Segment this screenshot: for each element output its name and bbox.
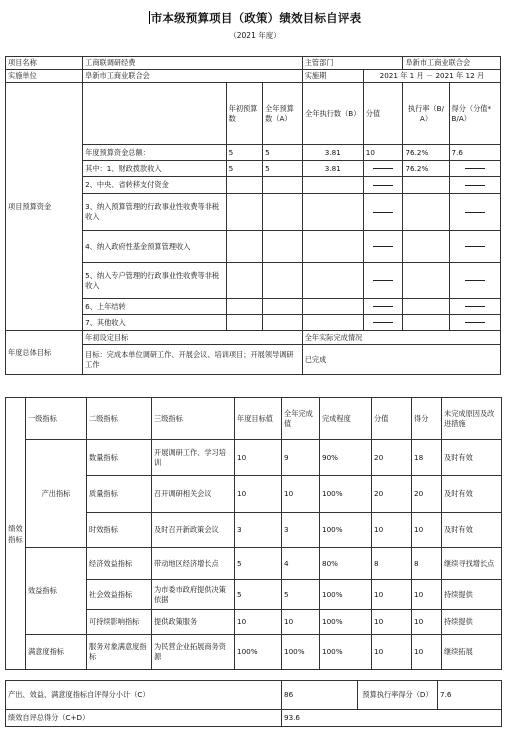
cell-actual: 3 <box>282 513 320 548</box>
cell-score: 18 <box>412 440 442 476</box>
cell-remark: 持续提供 <box>442 610 502 635</box>
cell-empty <box>263 177 303 194</box>
level1-benefit: 效益指标 <box>26 548 87 635</box>
cell-dash <box>449 161 501 177</box>
cell-degree: 100% <box>320 635 372 670</box>
department-value: 阜新市工商业联合会 <box>403 57 501 70</box>
cell-empty <box>403 194 449 231</box>
department-label: 主管部门 <box>302 57 403 70</box>
cell-empty <box>302 194 363 231</box>
cell-empty <box>263 299 303 315</box>
cell-empty <box>302 315 363 331</box>
header-remark: 未完成原因及改进措施 <box>442 398 502 440</box>
cell-weight: 20 <box>372 476 412 513</box>
cell-level3: 提供政策服务 <box>152 610 235 635</box>
cell-target: 100% <box>235 635 282 670</box>
dash-mark <box>373 322 393 323</box>
cell-annual: 5 <box>263 161 303 177</box>
header-level3: 三级指标 <box>152 398 235 440</box>
dash-mark <box>465 168 485 169</box>
total-label: 绩效自评总得分（C+D） <box>6 710 282 727</box>
level1-output: 产出指标 <box>26 440 87 548</box>
dash-mark <box>373 246 393 247</box>
cell-empty <box>302 177 363 194</box>
cell-dash <box>449 263 501 299</box>
cell-remark: 继续拓展 <box>442 635 502 670</box>
cell-actual: 4 <box>282 548 320 580</box>
project-name-value: 工商联调研经费 <box>83 57 303 70</box>
cell-empty <box>226 231 262 263</box>
cell-level3: 召开调研相关会议 <box>152 476 235 513</box>
cell-level3: 及时召开新政策会议 <box>152 513 235 548</box>
cell-level2: 时效指标 <box>87 513 152 548</box>
cell-empty <box>302 299 363 315</box>
cell-dash <box>363 194 403 231</box>
cell-level2: 数量指标 <box>87 440 152 476</box>
cell-empty <box>302 231 363 263</box>
cell-dash <box>363 263 403 299</box>
cell-score: 10 <box>412 513 442 548</box>
cell-remark: 及时有效 <box>442 513 502 548</box>
level1-satisfaction: 满意度指标 <box>26 635 87 670</box>
header-level2: 二级指标 <box>87 398 152 440</box>
cell-dash <box>449 231 501 263</box>
cell-remark: 继续寻找增长点 <box>442 548 502 580</box>
cell-level2: 质量指标 <box>87 476 152 513</box>
cell-target: 5 <box>235 548 282 580</box>
project-name-label: 项目名称 <box>6 57 83 70</box>
cell-weight: 10 <box>372 580 412 610</box>
year-subtitle: （2021 年度） <box>229 31 281 40</box>
header-weight: 分值 <box>372 398 412 440</box>
header-level1: 一级指标 <box>26 398 87 440</box>
cell-annual: 5 <box>263 145 303 161</box>
cell-weight: 10 <box>372 635 412 670</box>
indicator-table <box>5 397 502 670</box>
cell-weight: 10 <box>372 513 412 548</box>
cell-empty <box>263 263 303 299</box>
performance-side-label: 绩效指标 <box>6 398 26 670</box>
actual-result-text: 已完成 <box>302 345 500 375</box>
cell-executed: 3.81 <box>302 145 363 161</box>
dash-mark <box>465 306 485 307</box>
row-label: 年度预算资金总额： <box>83 145 227 161</box>
cell-dash <box>363 315 403 331</box>
summary-table <box>5 680 502 727</box>
unit-label: 实施单位 <box>6 70 83 83</box>
cell-empty <box>226 315 262 331</box>
header-target: 年度目标值 <box>235 398 282 440</box>
cell-level2: 经济效益指标 <box>87 548 152 580</box>
cell-actual: 9 <box>282 440 320 476</box>
cell-dash <box>449 315 501 331</box>
cell-empty <box>403 263 449 299</box>
cell-target: 5 <box>235 580 282 610</box>
cell-level3: 开展调研工作、学习培训 <box>152 440 235 476</box>
cell-actual: 10 <box>282 610 320 635</box>
table-row <box>6 548 502 580</box>
dash-mark <box>373 306 393 307</box>
cell-level3: 带动地区经济增长点 <box>152 548 235 580</box>
dash-mark <box>373 185 393 186</box>
subtotal-value: 86 <box>282 681 358 710</box>
cell-degree: 100% <box>320 513 372 548</box>
cell-dash <box>449 299 501 315</box>
cell-rate: 76.2% <box>403 161 449 177</box>
text-cursor <box>149 11 150 24</box>
header-initial: 年初预算数 <box>226 83 262 145</box>
cell-empty <box>226 299 262 315</box>
cell-empty <box>226 177 262 194</box>
cell-dash <box>449 177 501 194</box>
cell-weight: 8 <box>372 548 412 580</box>
page-title <box>0 10 510 26</box>
cell-empty <box>226 263 262 299</box>
dash-mark <box>465 322 485 323</box>
table-row <box>6 635 502 670</box>
annual-goal-label: 年度总体目标 <box>6 331 83 375</box>
period-label: 实施期 <box>302 70 363 83</box>
plan-goal-header: 年初设定目标 <box>83 331 303 345</box>
cell-empty <box>263 315 303 331</box>
cell-degree: 80% <box>320 548 372 580</box>
cell-actual: 5 <box>282 580 320 610</box>
header-rate: 执行率（B/A） <box>403 83 449 145</box>
dash-mark <box>465 212 485 213</box>
row-label: 4、纳入政府性基金预算管理收入 <box>83 231 227 263</box>
cell-empty <box>403 231 449 263</box>
cell-score: 10 <box>412 610 442 635</box>
budget-header-blank <box>83 83 227 145</box>
header-weight: 分值 <box>363 83 403 145</box>
cell-actual: 10 <box>282 476 320 513</box>
row-label: 7、其他收入 <box>83 315 227 331</box>
cell-remark: 及时有效 <box>442 440 502 476</box>
dash-mark <box>373 212 393 213</box>
cell-initial: 5 <box>226 145 262 161</box>
budget-rate-label: 预算执行率得分（D） <box>358 681 438 710</box>
cell-dash <box>363 177 403 194</box>
row-label: 3、纳入预算管理的行政事业性收费等非税收入 <box>83 194 227 231</box>
cell-remark: 持续提供 <box>442 580 502 610</box>
cell-level3: 为民营企业拓展商务资源 <box>152 635 235 670</box>
cell-score: 10 <box>412 580 442 610</box>
budget-section-label: 项目预算资金 <box>6 83 83 331</box>
cell-level2: 可持续影响指标 <box>87 610 152 635</box>
dash-mark <box>465 185 485 186</box>
cell-empty <box>302 263 363 299</box>
cell-empty <box>403 299 449 315</box>
cell-executed: 3.81 <box>302 161 363 177</box>
cell-degree: 100% <box>320 476 372 513</box>
cell-dash <box>449 194 501 231</box>
actual-result-header: 全年实际完成情况 <box>302 331 500 345</box>
cell-target: 10 <box>235 476 282 513</box>
dash-mark <box>465 280 485 281</box>
cell-weight: 10 <box>372 610 412 635</box>
cell-score: 8 <box>412 548 442 580</box>
dash-mark <box>373 280 393 281</box>
header-executed: 全年执行数（B） <box>302 83 363 145</box>
cell-level3: 为市委市政府提供决策依据 <box>152 580 235 610</box>
plan-goal-text: 目标：完成本单位调研工作、开展会议、培训项目；开展领导调研工作 <box>83 345 303 375</box>
row-label: 6、上年结转 <box>83 299 227 315</box>
cell-target: 3 <box>235 513 282 548</box>
row-label: 2、中央、省转移支付资金 <box>83 177 227 194</box>
subtotal-label: 产出、效益、满意度指标自评得分小计（C） <box>6 681 282 710</box>
cell-score: 20 <box>412 476 442 513</box>
header-degree: 完成程度 <box>320 398 372 440</box>
cell-degree: 90% <box>320 440 372 476</box>
header-actual: 全年完成值 <box>282 398 320 440</box>
total-value: 93.6 <box>282 710 502 727</box>
cell-score: 7.6 <box>449 145 501 161</box>
cell-empty <box>263 194 303 231</box>
cell-empty <box>226 194 262 231</box>
cell-score: 10 <box>412 635 442 670</box>
cell-empty <box>263 231 303 263</box>
cell-degree: 100% <box>320 580 372 610</box>
cell-level2: 服务对象满意度指标 <box>87 635 152 670</box>
cell-level2: 社会效益指标 <box>87 580 152 610</box>
period-value: 2021 年 1 月 － 2021 年 12 月 <box>363 70 500 83</box>
cell-target: 10 <box>235 610 282 635</box>
unit-value: 阜新市工商业联合会 <box>83 70 303 83</box>
cell-empty <box>403 315 449 331</box>
cell-dash <box>363 161 403 177</box>
header-annual: 全年预算数（A） <box>263 83 303 145</box>
cell-weight: 20 <box>372 440 412 476</box>
budget-table <box>5 56 501 375</box>
cell-remark: 及时有效 <box>442 476 502 513</box>
cell-dash <box>363 231 403 263</box>
header-score: 得分（分值*B/A） <box>449 83 501 145</box>
cell-empty <box>403 177 449 194</box>
cell-target: 10 <box>235 440 282 476</box>
table-row <box>6 440 502 476</box>
cell-dash <box>363 299 403 315</box>
cell-actual: 100% <box>282 635 320 670</box>
row-label: 5、纳入专户管理的行政事业性收费等非税收入 <box>83 263 227 299</box>
dash-mark <box>373 168 393 169</box>
cell-weight: 10 <box>363 145 403 161</box>
budget-rate-value: 7.6 <box>438 681 502 710</box>
dash-mark <box>465 246 485 247</box>
cell-rate: 76.2% <box>403 145 449 161</box>
row-label: 其中：1、财政拨款收入 <box>83 161 227 177</box>
cell-degree: 100% <box>320 610 372 635</box>
cell-initial: 5 <box>226 161 262 177</box>
header-score: 得分 <box>412 398 442 440</box>
page-title-text: 市本级预算项目（政策）绩效目标自评表 <box>150 11 362 25</box>
